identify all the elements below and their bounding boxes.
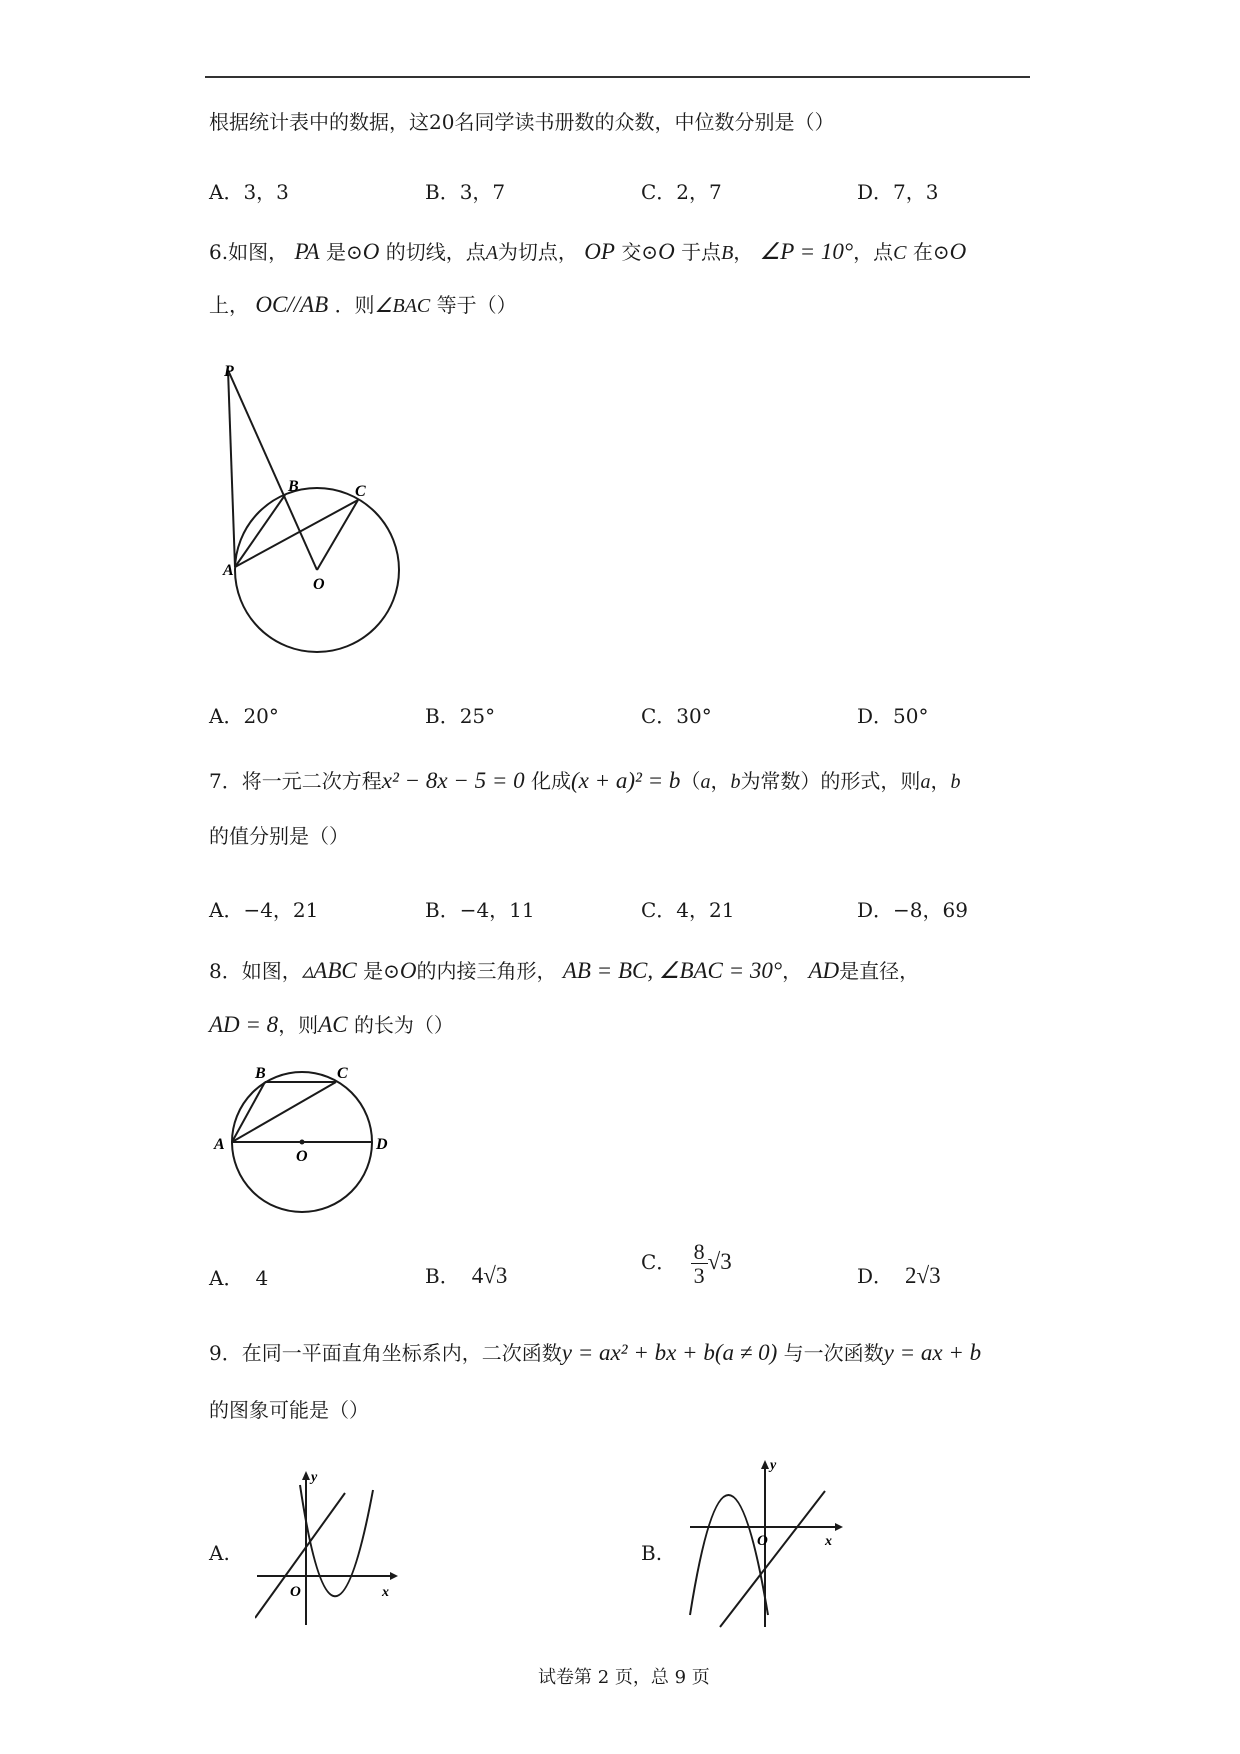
q6-option-b: B．25° bbox=[425, 704, 496, 728]
q9a-y-arrow bbox=[302, 1471, 310, 1480]
header-rule bbox=[205, 76, 1030, 78]
q8-label-b: B bbox=[255, 1065, 266, 1082]
q6-math-pa: PA bbox=[294, 239, 320, 264]
q8-option-c-denominator: 3 bbox=[693, 1263, 705, 1289]
q7-option-a: A．−4，21 bbox=[209, 898, 319, 922]
q9-stem-line2: 的图象可能是（） bbox=[209, 1398, 369, 1422]
q6-math-angle-p: ∠P = 10° bbox=[759, 239, 854, 264]
q8-math-ac: AC bbox=[318, 1012, 348, 1037]
q6-text: 的切线，点 bbox=[385, 240, 486, 264]
q8-center-dot bbox=[300, 1140, 305, 1145]
q6-line-ac bbox=[235, 500, 358, 567]
q7-option-d: D．−8，69 bbox=[857, 898, 968, 922]
q7-text: （ bbox=[680, 769, 701, 793]
q8-label-o: O bbox=[296, 1148, 308, 1165]
q8-math-o: O bbox=[399, 958, 417, 983]
q6-math-b: B bbox=[721, 242, 734, 264]
q8-option-c-label: C． bbox=[641, 1250, 677, 1275]
q9-text: 与一次函数 bbox=[783, 1341, 884, 1365]
q8-option-c-radical: √3 bbox=[707, 1249, 732, 1275]
q9-graph-a bbox=[255, 1465, 400, 1630]
q7-text: 化成 bbox=[530, 769, 571, 793]
q9-text: 9．在同一平面直角坐标系内，二次函数 bbox=[209, 1341, 562, 1365]
q9a-label-y: y bbox=[311, 1470, 318, 1485]
q8-text: 的内接三角形， bbox=[416, 959, 557, 983]
q6-stem-line2 bbox=[209, 293, 517, 316]
q7-math-form: (x + a)² = b bbox=[570, 768, 681, 793]
q6-label-p: P bbox=[224, 363, 234, 380]
q8-option-b bbox=[425, 1260, 507, 1289]
q8-stem-line1 bbox=[209, 959, 919, 982]
q6-text: 交⊙ bbox=[621, 240, 659, 264]
q6-math-o: O bbox=[658, 239, 675, 264]
q8-text: 是直径， bbox=[839, 959, 920, 983]
q7-text: ， bbox=[930, 769, 951, 793]
q6-math-a: A bbox=[485, 242, 498, 264]
q8-math-condition: AB = BC, ∠BAC = 30° bbox=[562, 958, 783, 983]
q6-line-pa bbox=[228, 370, 235, 567]
q6-text: 6.如图， bbox=[209, 240, 289, 264]
q9b-label-y: y bbox=[770, 1458, 777, 1473]
q9-math-linear: y = ax + b bbox=[883, 1340, 982, 1365]
q5-option-b: B．3，7 bbox=[425, 180, 506, 204]
q9-graph-b bbox=[680, 1455, 850, 1630]
q8-text: ，则 bbox=[278, 1013, 319, 1037]
q8-math-ad-length: AD = 8 bbox=[209, 1012, 279, 1037]
q9b-label-x: x bbox=[825, 1534, 832, 1549]
q8-stem-line2 bbox=[209, 1013, 454, 1036]
q6-option-d: D．50° bbox=[857, 704, 929, 728]
q6-math-o: O bbox=[949, 239, 967, 264]
q9b-parabola bbox=[690, 1495, 768, 1615]
q6-text: ．则 bbox=[334, 293, 375, 317]
q6-option-a: A．20° bbox=[209, 704, 279, 728]
q8-option-a-label: A． bbox=[209, 1266, 244, 1290]
q7-text: 7．将一元二次方程 bbox=[209, 769, 382, 793]
q6-label-o: O bbox=[313, 576, 325, 593]
q8-text: 是⊙ bbox=[363, 959, 400, 983]
q9b-line bbox=[720, 1491, 825, 1627]
q5-option-c: C．2，7 bbox=[641, 180, 722, 204]
q8-label-d: D bbox=[376, 1136, 388, 1153]
q6-option-c: C．30° bbox=[641, 704, 712, 728]
q6-math-c: C bbox=[893, 242, 907, 264]
q7-math-a: a bbox=[700, 771, 711, 793]
q8-option-b-label: B． bbox=[425, 1264, 460, 1288]
q9a-x-arrow bbox=[390, 1572, 398, 1580]
q7-text: 为常数）的形式，则 bbox=[740, 769, 921, 793]
q8-option-d-value: 2√3 bbox=[905, 1263, 941, 1288]
q7-stem-line1 bbox=[209, 769, 960, 792]
q9a-label-x: x bbox=[382, 1585, 389, 1600]
q8-option-b-value: 4√3 bbox=[471, 1263, 508, 1288]
q9-option-b-label: B. bbox=[641, 1541, 663, 1565]
q6-text: 是⊙ bbox=[325, 240, 363, 264]
q8-option-a-value: 4 bbox=[255, 1266, 269, 1290]
q7-option-b: B．−4，11 bbox=[425, 898, 535, 922]
q6-math-oc-ab: OC//AB bbox=[255, 292, 329, 317]
q7-option-c: C．4，21 bbox=[641, 898, 735, 922]
q6-text: 等于（） bbox=[436, 293, 517, 317]
q6-line-ab bbox=[235, 495, 285, 567]
q6-math-o: O bbox=[362, 239, 380, 264]
q6-text: ，点 bbox=[853, 240, 894, 264]
q6-text: 上， bbox=[209, 293, 249, 317]
q6-label-b: B bbox=[288, 478, 299, 495]
q9-stem-line1 bbox=[209, 1341, 981, 1364]
q8-option-d bbox=[857, 1260, 941, 1289]
q6-math-angle-bac: ∠BAC bbox=[374, 295, 431, 317]
q9b-label-o: O bbox=[757, 1533, 768, 1549]
q8-option-c-numerator: 8 bbox=[691, 1240, 708, 1264]
q8-text: 8．如图， bbox=[209, 959, 302, 983]
q7-math-b: b bbox=[730, 771, 741, 793]
q9-option-a-label: A. bbox=[209, 1541, 230, 1565]
q8-label-c: C bbox=[337, 1065, 348, 1082]
q9a-label-o: O bbox=[290, 1584, 301, 1600]
q5-option-a: A．3，3 bbox=[209, 180, 289, 204]
q9b-x-arrow bbox=[835, 1523, 843, 1531]
q5-option-d: D．7，3 bbox=[857, 180, 939, 204]
q8-circle-figure bbox=[210, 1060, 410, 1220]
q6-label-c: C bbox=[355, 483, 366, 500]
q8-option-d-label: D． bbox=[857, 1264, 894, 1288]
q5-stem: 根据统计表中的数据，这20名同学读书册数的众数，中位数分别是（） bbox=[209, 110, 835, 134]
q6-circle-figure bbox=[210, 360, 410, 680]
q8-text: 的长为（） bbox=[353, 1013, 454, 1037]
q8-option-c bbox=[641, 1240, 732, 1287]
q6-text: 为切点， bbox=[497, 240, 578, 264]
q6-text: 于点 bbox=[681, 240, 722, 264]
q9b-y-arrow bbox=[761, 1460, 769, 1469]
q6-label-a: A bbox=[223, 562, 234, 579]
q9-math-quadratic: y = ax² + bx + b(a ≠ 0) bbox=[561, 1340, 778, 1365]
q7-math-a: a bbox=[920, 771, 931, 793]
q8-option-a bbox=[209, 1262, 268, 1291]
q6-text: ， bbox=[733, 240, 754, 264]
q8-label-a: A bbox=[214, 1136, 225, 1153]
q8-text: ， bbox=[782, 959, 803, 983]
q8-option-c-fraction bbox=[691, 1240, 708, 1287]
q7-math-b: b bbox=[950, 771, 961, 793]
q8-math-triangle: ▵ABC bbox=[301, 958, 357, 983]
q6-math-op: OP bbox=[584, 239, 615, 264]
q6-text: 在⊙ bbox=[912, 240, 950, 264]
page-footer: 试卷第 2 页，总 9 页 bbox=[538, 1667, 710, 1688]
q6-stem-line1 bbox=[209, 240, 966, 263]
q7-stem-line2: 的值分别是（） bbox=[209, 824, 349, 848]
q7-math-equation: x² − 8x − 5 = 0 bbox=[381, 768, 525, 793]
q8-math-ad: AD bbox=[808, 958, 840, 983]
q7-text: ， bbox=[710, 769, 731, 793]
